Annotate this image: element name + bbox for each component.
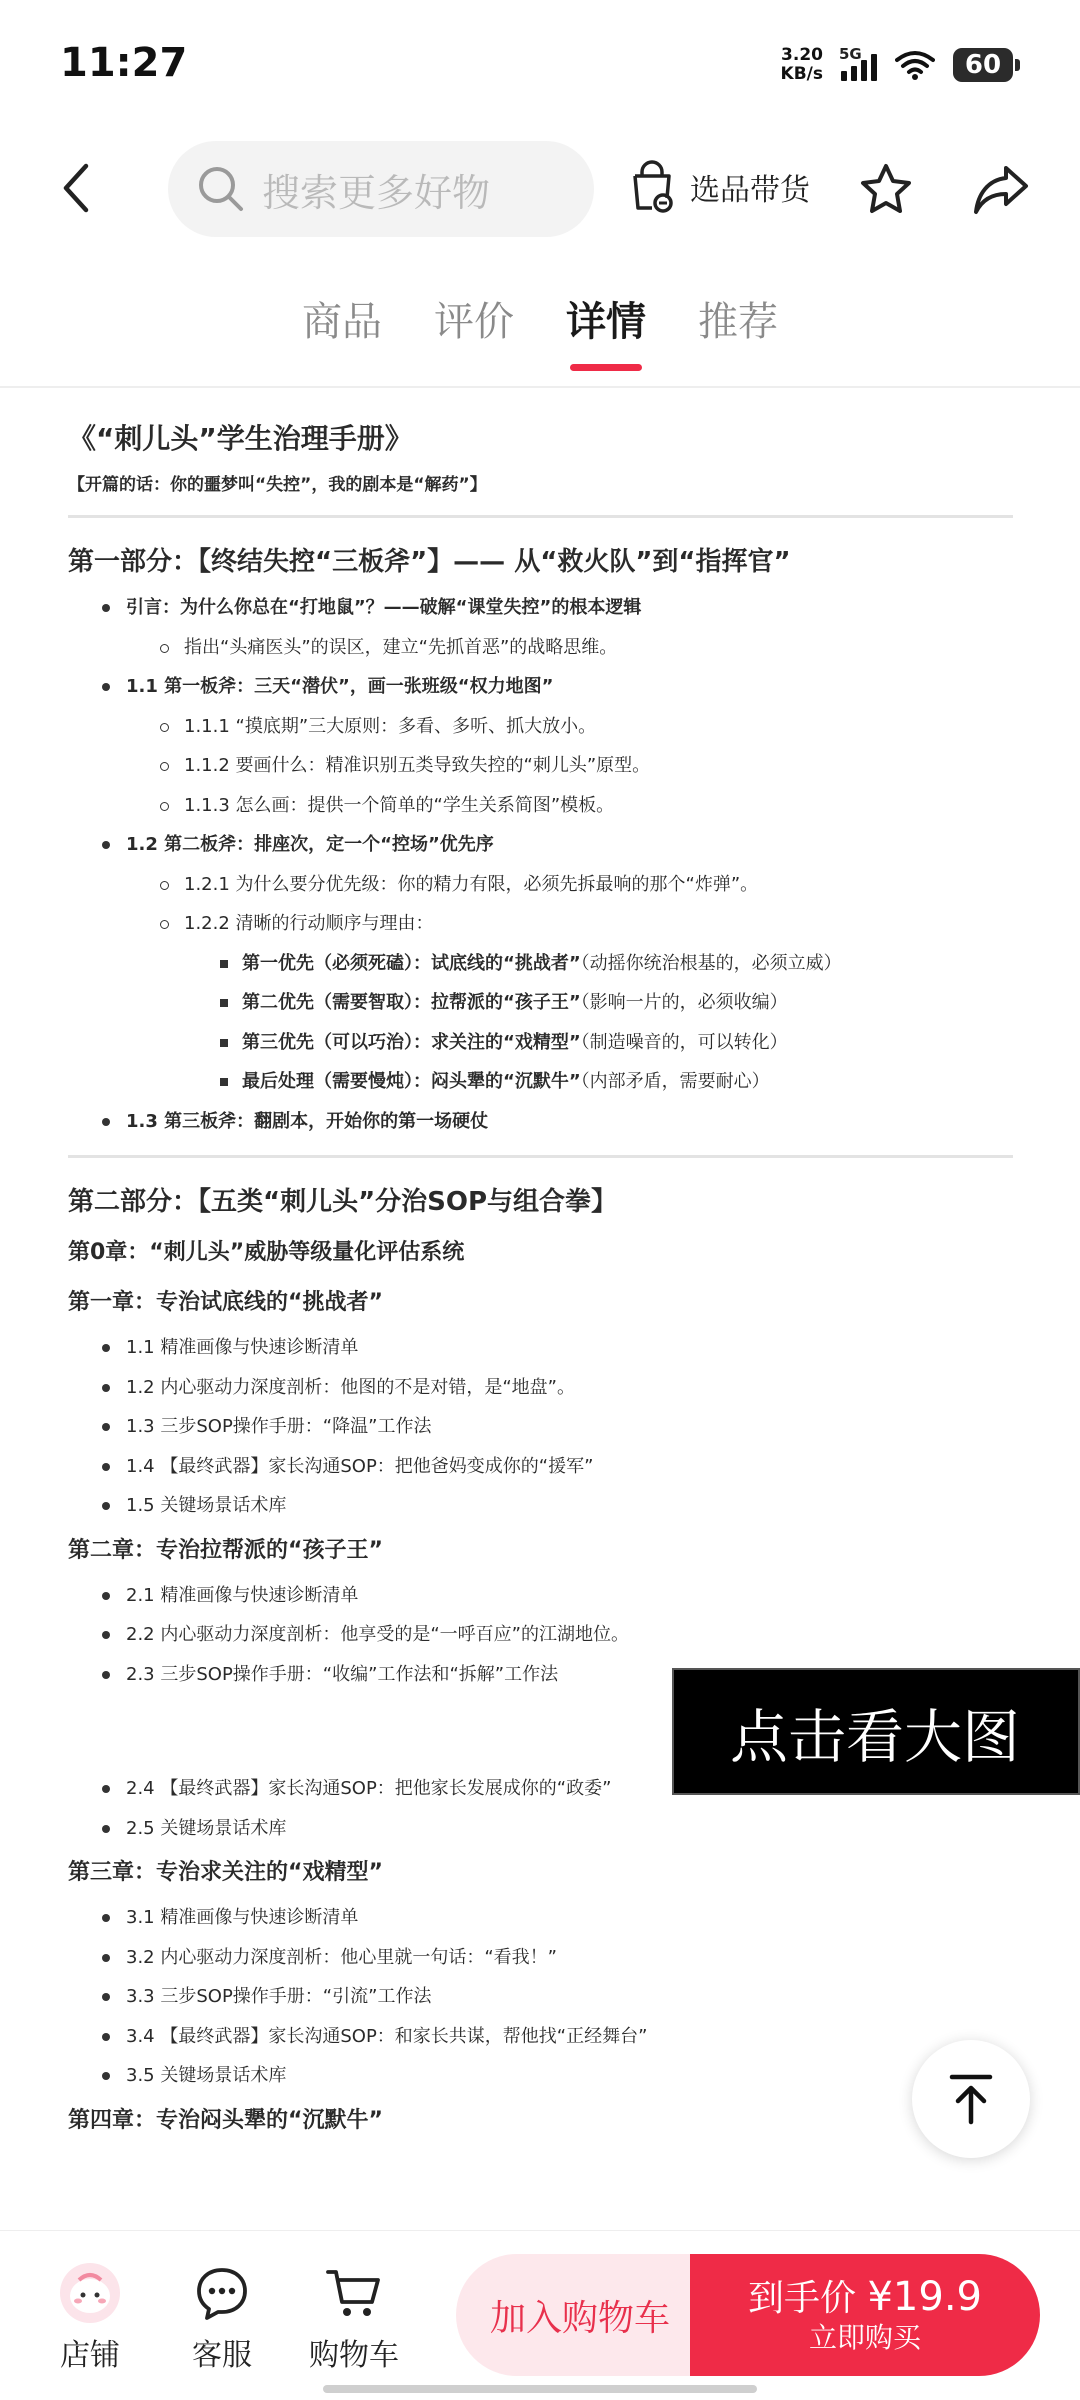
- chapter-4-title: 第四章：专治闷头犟的“沉默牛”: [68, 2107, 383, 2133]
- customer-service-button[interactable]: [172, 2262, 272, 2374]
- cart-label: 购物车: [309, 2338, 399, 2373]
- outline-item-text: 1.3 第三板斧：翻剧本，开始你的第一场硬仗: [126, 1110, 489, 1132]
- signal-icon: [839, 45, 877, 81]
- outline-item-text: 1.1.2 要画什么：精准识别五类导致失控的“刺儿头”原型。: [184, 755, 651, 776]
- tab-product[interactable]: 商品: [302, 299, 382, 345]
- list-item: 3.2 内心驱动力深度剖析：他心里就一句话：“看我！”: [68, 1938, 1013, 1978]
- share-icon: [970, 160, 1032, 220]
- outline-item-note: （内部矛盾，需要耐心）: [580, 1071, 770, 1092]
- shop-label: 店铺: [60, 2338, 120, 2373]
- shop-avatar-icon: [59, 2262, 121, 2324]
- outline-item-text: 指出“头痛医头”的误区，建立“先抓首恶”的战略思维。: [184, 636, 618, 658]
- select-products-button[interactable]: [630, 160, 810, 214]
- outline-item: [68, 825, 1013, 865]
- outline-item-text: 第二优先（需要智取）：拉帮派的“孩子王”: [242, 992, 581, 1013]
- chapter-3-title: 第三章：专治求关注的“戏精型”: [68, 1860, 383, 1885]
- network-type: 5G: [839, 45, 862, 63]
- section-divider: [68, 515, 1013, 518]
- outline-item-text: 1.1 第一板斧：三天“潜伏”，画一张班级“权力地图”: [126, 676, 554, 697]
- list-item: 2.5 关键场景话术库: [68, 1809, 1013, 1849]
- wifi-icon: [895, 50, 935, 80]
- speed-unit: KB/s: [780, 64, 823, 84]
- list-item: 2.3 三步SOP操作手册：“收编”工作法和“拆解”工作法: [68, 1655, 1013, 1695]
- outline-item-note: （动摇你统治根基的，必须立威）: [580, 952, 842, 974]
- list-item: 3.3 三步SOP操作手册：“引流”工作法: [68, 1977, 1013, 2017]
- chevron-left-icon: [56, 160, 96, 216]
- list-item: 3.1 精准画像与快速诊断清单: [68, 1898, 1013, 1938]
- list-item: 1.2 内心驱动力深度剖析：他图的不是对错，是“地盘”。: [68, 1368, 1013, 1408]
- part1-heading: 第一部分：【终结失控“三板斧”】—— 从“救火队”到“指挥官”: [68, 547, 791, 577]
- service-label: 客服: [192, 2338, 252, 2373]
- outline-item: [68, 983, 1013, 1023]
- chapter-0-title: 第0章：“刺儿头”威胁等级量化评估系统: [68, 1240, 465, 1265]
- select-products-label: 选品带货: [690, 173, 810, 208]
- outline-item-note: （影响一片的，必须收编）: [580, 992, 788, 1013]
- tab-recommend[interactable]: 推荐: [698, 299, 778, 345]
- tab-details[interactable]: 详情: [566, 290, 646, 365]
- doc-title: 《“刺儿头”学生治理手册》: [68, 422, 413, 455]
- view-big-image-button[interactable]: 点击看大图: [672, 1668, 1080, 1795]
- share-button[interactable]: [970, 160, 1032, 220]
- network-speed: [781, 46, 823, 84]
- outline-item: [68, 1062, 1013, 1102]
- cart-button[interactable]: [304, 2262, 404, 2374]
- arrow-up-icon: [946, 2072, 996, 2126]
- outline-item-text: 1.2.1 为什么要分优先级：你的精力有限，必须先拆最响的那个“炸弹”。: [184, 873, 759, 895]
- back-to-top-button[interactable]: [912, 2040, 1030, 2158]
- section-divider: [68, 1155, 1013, 1158]
- list-item: 2.4 【最终武器】家长沟通SOP：把他家长发展成你的“政委”: [68, 1769, 1013, 1809]
- outline-item: [68, 588, 1013, 628]
- list-item: 1.3 三步SOP操作手册：“降温”工作法: [68, 1407, 1013, 1447]
- list-item: 2.1 精准画像与快速诊断清单: [68, 1576, 1013, 1616]
- outline-item-text: 1.1.3 怎么画：提供一个简单的“学生关系简图”模板。: [184, 794, 615, 816]
- outline-item: [68, 628, 1013, 668]
- bag-icon: [630, 160, 674, 214]
- status-time: 11:27: [60, 40, 188, 86]
- battery-level: 60: [953, 48, 1013, 82]
- outline-item: [68, 865, 1013, 905]
- part2-heading: 第二部分：【五类“刺儿头”分治SOP与组合拳】: [68, 1187, 618, 1217]
- outline-item-text: 1.2 第二板斧：排座次，定一个“控场”优先序: [126, 834, 494, 855]
- list-item: 1.4 【最终武器】家长沟通SOP：把他爸妈变成你的“援军”: [68, 1447, 1013, 1487]
- list-item: 2.2 内心驱动力深度剖析：他享受的是“一呼百应”的江湖地位。: [68, 1615, 1013, 1655]
- chapter-1-title: 第一章：专治试底线的“挑战者”: [68, 1290, 383, 1315]
- shop-button[interactable]: [40, 2262, 140, 2374]
- tab-reviews[interactable]: 评价: [434, 299, 514, 345]
- search-placeholder: 搜索更多好物: [262, 170, 491, 215]
- tabs-divider: [0, 386, 1080, 388]
- add-to-cart-button[interactable]: 加入购物车: [456, 2254, 692, 2376]
- favorite-button[interactable]: [856, 160, 916, 220]
- outline-item: [68, 1023, 1013, 1063]
- outline-item: [68, 786, 1013, 826]
- outline-item: [68, 904, 1013, 944]
- search-icon: [196, 164, 246, 214]
- outline-item-text: 1.1.1 “摸底期”三大原则：多看、多听、抓大放小。: [184, 715, 597, 737]
- star-icon: [856, 160, 916, 220]
- doc-intro: 【开篇的话：你的噩梦叫“失控”，我的剧本是“解药”】: [68, 475, 487, 495]
- buy-now-button[interactable]: [690, 2254, 1040, 2376]
- detail-tabs: [0, 290, 1080, 365]
- outline-item-text: 引言：为什么你总在“打地鼠”？——破解“课堂失控”的根本逻辑: [126, 597, 642, 618]
- battery-icon: [953, 48, 1020, 82]
- part1-outline: [68, 588, 1013, 1141]
- chat-icon: [194, 2265, 250, 2321]
- buy-now-label: 立即购买: [808, 2321, 921, 2354]
- detail-document: [68, 415, 1013, 2146]
- price-prefix: 到手价: [748, 2278, 857, 2319]
- outline-item: [68, 746, 1013, 786]
- outline-item: [68, 667, 1013, 707]
- list-item: 3.5 关键场景话术库: [68, 2056, 1013, 2096]
- outline-item-note: （制造噪音的，可以转化）: [580, 1031, 788, 1053]
- outline-item-text: 1.2.2 清晰的行动顺序与理由：: [184, 913, 434, 934]
- outline-item-text: 第三优先（可以巧治）：求关注的“戏精型”: [242, 1031, 581, 1053]
- cart-icon: [325, 2266, 383, 2320]
- search-input[interactable]: [168, 141, 594, 237]
- list-item: 1.1 精准画像与快速诊断清单: [68, 1328, 1013, 1368]
- outline-item-text: 第一优先（必须死磕）：试底线的“挑战者”: [242, 952, 581, 974]
- speed-value: 3.20: [781, 45, 823, 65]
- outline-item-text: 最后处理（需要慢炖）：闷头犟的“沉默牛”: [242, 1071, 581, 1092]
- outline-item: [68, 1102, 1013, 1142]
- status-icons: [781, 46, 1020, 84]
- list-item: 1.5 关键场景话术库: [68, 1486, 1013, 1526]
- home-indicator: [323, 2385, 757, 2393]
- list-item: 3.4 【最终武器】家长沟通SOP：和家长共谋，帮他找“正经舞台”: [68, 2017, 1013, 2057]
- chapter-2-title: 第二章：专治拉帮派的“孩子王”: [68, 1537, 383, 1563]
- final-price: [748, 2275, 982, 2321]
- outline-item: [68, 944, 1013, 984]
- back-button[interactable]: [56, 160, 96, 216]
- price-value: ¥19.9: [867, 2274, 982, 2320]
- outline-item: [68, 707, 1013, 747]
